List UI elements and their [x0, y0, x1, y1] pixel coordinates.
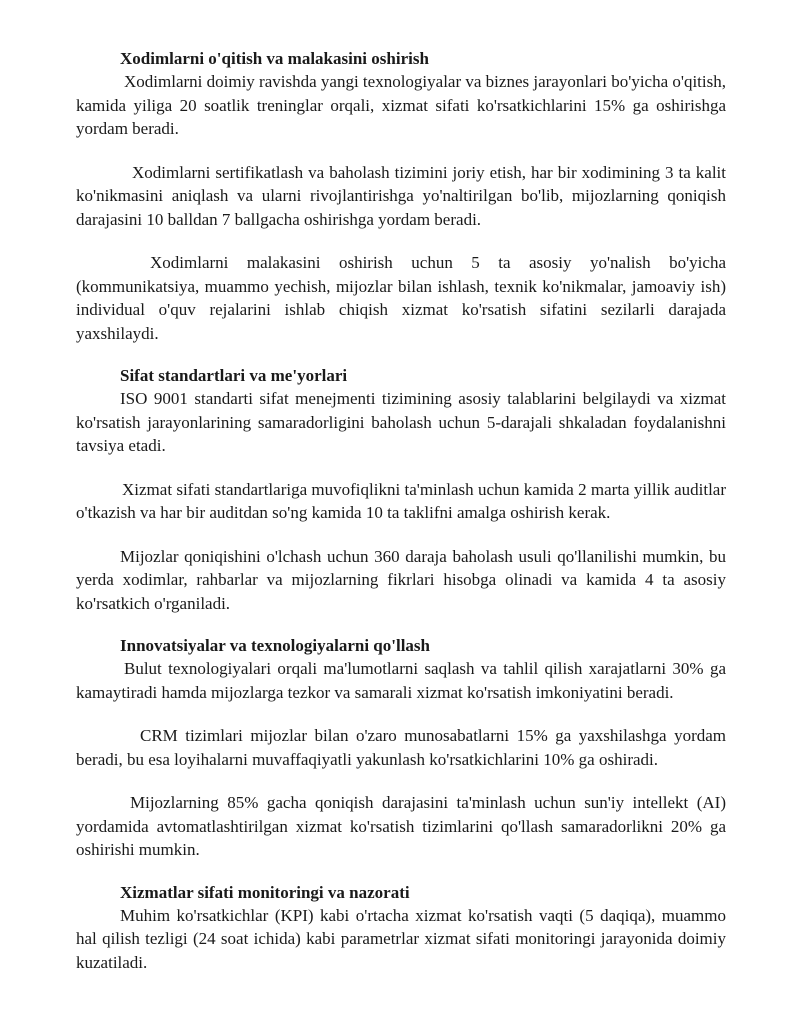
paragraph: ISO 9001 standarti sifat menejmenti tizimining asosiy talablarini belgilaydi va xizmat ko'rsatish jarayonlarining samaradorligini baholash uchun 5-darajali shkaladan foydalanishni tavsiya etadi. [76, 389, 726, 455]
paragraph: Xodimlarni malakasini oshirish uchun 5 ta asosiy yo'nalish bo'yicha (kommunikatsiya, muammo yechish, mijozlar bilan ishlash, texnik ko'nikmalar, jamoaviy ish) individual o'quv rejalarini ishlab chiqish xizmat ko'rsatish sifatini sezilarli darajada yaxshilaydi. [76, 253, 726, 343]
paragraph: Bulut texnologiyalari orqali ma'lumotlarni saqlash va tahlil qilish xarajatlarni 30% ga kamaytiradi hamda mijozlarga tezkor va samarali xizmat ko'rsatish imkoniyatini beradi. [76, 659, 726, 702]
section-heading: Innovatsiyalar va texnologiyalarni qo'llash [120, 636, 430, 655]
paragraph: Xodimlarni sertifikatlash va baholash tizimini joriy etish, har bir xodimining 3 ta kalit ko'nikmasini aniqlash va ularni rivojlantirishga yo'naltirilgan bo'lib, mijozlarning qoniqish darajasini 10 balldan 7 ballgacha oshirishga yordam beradi. [76, 162, 726, 229]
paragraph: Mijozlarning 85% gacha qoniqish darajasini ta'minlash uchun sun'iy intellekt (AI) yordamida avtomatlashtirilgan xizmat ko'rsatish tizimlarini qo'llash samaradorlikni 20% ga oshirishi mumkin. [76, 793, 726, 859]
paragraph: Muhim ko'rsatkichlar (KPI) kabi o'rtacha xizmat ko'rsatish vaqti (5 daqiqa), muammo hal qilish tezligi (24 soat ichida) kabi parametrlar xizmat sifati monitoringi jarayonida doimiy kuzatiladi. [76, 905, 726, 972]
paragraph: Xodimlarni doimiy ravishda yangi texnologiyalar va biznes jarayonlari bo'yicha o'qitish, kamida yiliga 20 soatlik treninglar orqali, xizmat sifati ko'rsatkichlarini 15% ga oshirishga yordam beradi. [76, 72, 726, 138]
paragraph: Xizmat sifati standartlariga muvofiqlikni ta'minlash uchun kamida 2 marta yillik auditlar o'tkazish va har bir auditdan so'ng kamida 10 ta taklifni amalga oshirish kerak. [76, 479, 726, 522]
section-heading: Xodimlarni o'qitish va malakasini oshirish [120, 49, 429, 68]
section-heading: Xizmatlar sifati monitoringi va nazorati [120, 882, 410, 902]
section-heading: Sifat standartlari va me'yorlari [120, 366, 348, 385]
paragraph: CRM tizimlari mijozlar bilan o'zaro munosabatlarni 15% ga yaxshilashga yordam beradi, bu esa loyihalarni muvaffaqiyatli yakunlash ko'rsatkichlarini 10% ga oshiradi. [76, 726, 726, 769]
paragraph: Mijozlar qoniqishini o'lchash uchun 360 daraja baholash usuli qo'llanilishi mumkin, bu yerda xodimlar, rahbarlar va mijozlarning fikrlari hisobga olinadi va kamida 4 ta asosiy ko'rsatkich o'rganiladi. [76, 546, 726, 613]
